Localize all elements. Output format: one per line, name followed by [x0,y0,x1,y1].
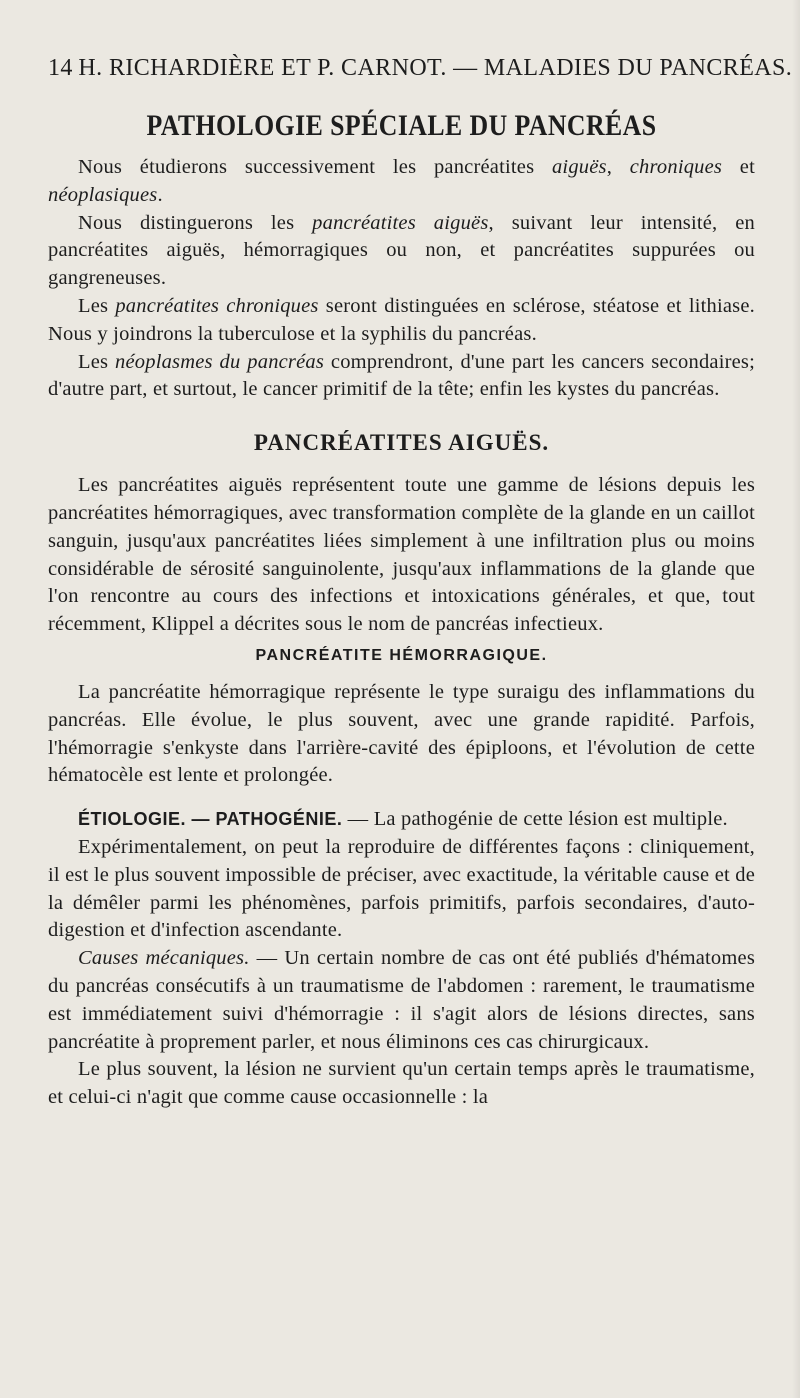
etiology-heading: ÉTIOLOGIE. — PATHOGÉNIE. [78,809,343,830]
intro-paragraph-2: Nous distinguerons les pancréatites aiguës, suivant leur intensité, en pancréatites aiguës, hémorragiques ou non, et pancréatites suppurées ou gangreneuses. [48,211,755,290]
chapter-title: PATHOLOGIE SPÉCIALE DU PANCRÉAS [146,109,657,142]
hemorrhagic-paragraph: La pancréatite hémorragique représente le type suraigu des inflammations du pancréas. Elle évolue, le plus souvent, avec une grande rapidité. Parfois, l'hémorragie s'enkyste dans l'arrière-cavité des épiploons, et l'évolution de cette hématocèle est lente et prolongée. [48,680,755,787]
etiology-paragraph-4: Le plus souvent, la lésion ne survient qu'un certain temps après le traumatisme, et celui-ci n'agit que comme cause occasionnelle : la [48,1058,755,1109]
etiology-paragraph-2: Expérimentalement, on peut la reproduire de différentes façons : cliniquement, il est le plus souvent impossible de préciser, avec exactitude, la véritable cause et de la démêler parmi les phénomènes, parfois primitifs, parfois secondaires, d'auto-digestion et d'infection ascendante. [48,835,755,942]
section-title-acute: PANCRÉATITES AIGUËS. [253,430,550,456]
intro-paragraph-3: Les pancréatites chroniques seront distinguées en sclérose, stéatose et lithiase. Nous y joindrons la tuberculose et la syphilis du pancréas. [48,294,755,345]
acute-paragraph: Les pancréatites aiguës représentent toute une gamme de lésions depuis les pancréatites hémorragiques, avec transformation complète de la glande en un caillot sanguin, jusqu'aux pancréatites liées simplement à une infiltration plus ou moins considérable de sérosité sanguinolente, jusqu'aux inflammations de la glande que l'on rencontre au cours des infections et intoxications générales, et que, tout récemment, Klippel a décrites sous le nom de pancréas infectieux. [48,474,755,636]
mechanical-causes-heading: Causes mécaniques. [78,947,250,970]
etiology-paragraph-1: ÉTIOLOGIE. — PATHOGÉNIE. — La pathogénie de cette lésion est multiple. [78,808,728,831]
running-head [48,48,793,88]
page-number: 14 [48,55,73,81]
running-head-title: H. RICHARDIÈRE ET P. CARNOT. — MALADIES DU PANCRÉAS. [78,55,793,81]
subsection-title-hemorrhagic: PANCRÉATITE HÉMORRAGIQUE. [255,646,548,664]
intro-paragraph-4: Les néoplasmes du pancréas comprendront, d'une part les cancers secondaires; d'autre part, et surtout, le cancer primitif de la tête; enfin les kystes du pancréas. [48,350,755,401]
etiology-paragraph-3: Causes mécaniques. — Un certain nombre de cas ont été publiés d'hématomes du pancréas consécutifs à un traumatisme de l'abdomen : rarement, le traumatisme est immédiatement suivi d'hémorragie : il s'agit alors de lésions directes, sans pancréatite à proprement parler, et nous éliminons ces cas chirurgicaux. [48,947,755,1053]
page-edge-shadow [792,0,800,1398]
intro-paragraph-1: Nous étudierons successivement les pancréatites aiguës, chroniques et néoplasiques. [48,156,755,206]
